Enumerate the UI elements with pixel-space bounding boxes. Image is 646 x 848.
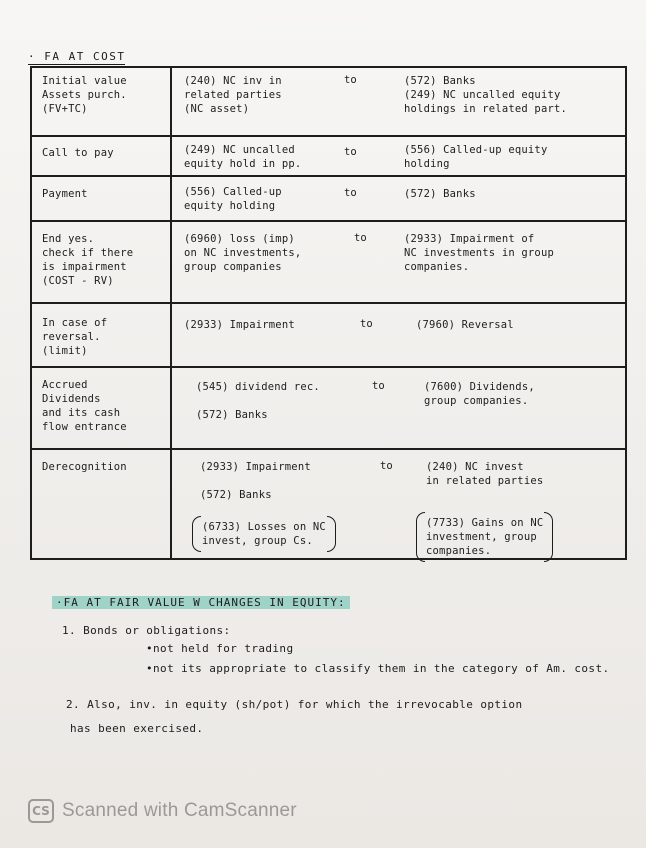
table-row (32, 450, 625, 558)
to-keyword: to (344, 187, 357, 199)
credit-entry: (7960) Reversal (416, 319, 514, 331)
camscanner-logo-icon: CS (28, 799, 54, 823)
credit-entry: (572) Banks (404, 188, 476, 200)
table-row (32, 368, 625, 450)
table-row (32, 304, 625, 368)
camscanner-watermark (28, 798, 297, 824)
credit-entry: (572) Banks (249) NC uncalled equity holdings in related part. (404, 75, 568, 115)
table-row (32, 222, 625, 304)
to-keyword: to (344, 74, 357, 86)
credit-entry: (7600) Dividends, group companies. (424, 381, 535, 407)
debit-entry: (2933) Impairment (572) Banks (200, 461, 311, 501)
to-keyword: to (360, 318, 373, 330)
debit-entry: (2933) Impairment (184, 319, 295, 331)
to-keyword: to (380, 460, 393, 472)
open-bracket (416, 512, 425, 562)
table-row (32, 177, 625, 222)
journal-entries-table (30, 66, 627, 560)
credit-entry: (240) NC invest in related parties (426, 461, 544, 487)
to-keyword: to (372, 380, 385, 392)
row-label: Payment (42, 188, 88, 200)
row-label: Accrued Dividends and its cash flow entrance (42, 379, 127, 433)
list-item: 2. Also, inv. in equity (sh/pot) for which the irrevocable option (66, 698, 523, 711)
debit-entry: (6960) loss (imp) on NC investments, group companies (184, 233, 302, 273)
list-item: has been exercised. (70, 722, 204, 735)
debit-entry: (240) NC inv in related parties (NC asset) (184, 75, 282, 115)
debit-entry: (249) NC uncalled equity hold in pp. (184, 144, 302, 170)
table-row (32, 68, 625, 137)
page-title: · FA AT COST (28, 50, 126, 63)
list-item: •not its appropriate to classify them in the category of Am. cost. (146, 662, 610, 675)
debit-entry: (545) dividend rec. (572) Banks (196, 381, 320, 421)
debit-entry: (556) Called-up equity holding (184, 186, 282, 212)
section-heading-fair-value: ·FA AT FAIR VALUE W CHANGES IN EQUITY: (52, 596, 350, 609)
close-bracket (544, 512, 553, 562)
watermark-text: Scanned with CamScanner (62, 800, 297, 821)
to-keyword: to (354, 232, 367, 244)
to-keyword: to (344, 146, 357, 158)
row-label: Initial value Assets purch. (FV+TC) (42, 75, 127, 115)
row-label: Derecognition (42, 461, 127, 473)
row-label: End yes. check if there is impairment (COST - RV) (42, 233, 134, 287)
list-item: •not held for trading (146, 642, 294, 655)
list-item: 1. Bonds or obligations: (62, 624, 231, 637)
gain-entry-bracketed: (7733) Gains on NC investment, group companies. (426, 516, 543, 558)
close-bracket (327, 516, 336, 552)
open-bracket (192, 516, 201, 552)
row-label: Call to pay (42, 147, 114, 159)
row-label: In case of reversal. (limit) (42, 317, 108, 357)
table-row (32, 137, 625, 177)
credit-entry: (2933) Impairment of NC investments in group companies. (404, 233, 554, 273)
loss-entry-bracketed: (6733) Losses on NC invest, group Cs. (202, 520, 326, 548)
credit-entry: (556) Called-up equity holding (404, 144, 548, 170)
